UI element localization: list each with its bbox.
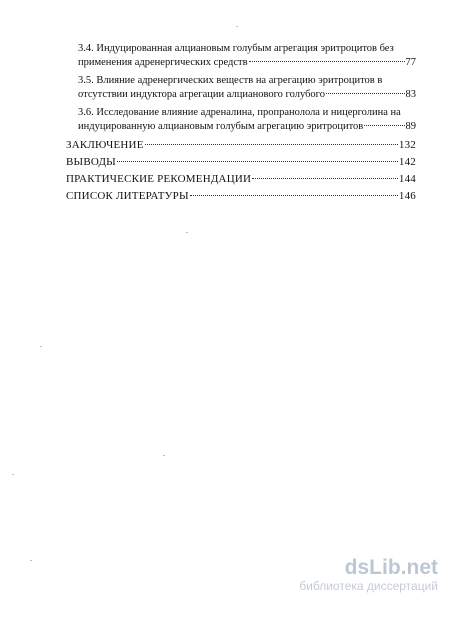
- dot-leader: [364, 125, 404, 126]
- toc-page-number: 142: [398, 156, 416, 168]
- toc-entry-3-5-line1: [66, 74, 416, 88]
- toc-entry-text: индуцированную алциановым голубым агрегацию эритроцитов: [78, 121, 364, 132]
- scan-speck: [186, 232, 188, 233]
- dot-leader: [252, 178, 398, 179]
- toc-entry-3-4-line1: [66, 42, 416, 56]
- toc-entry-recommendations: [66, 172, 416, 186]
- dot-leader: [249, 61, 405, 62]
- toc-entry-text: 3.6. Исследование влияние адреналина, пропранолола и ницерголина на: [78, 107, 401, 118]
- toc-entry-conclusion: [66, 138, 416, 152]
- toc-entry-references: [66, 189, 416, 203]
- toc-entry-text: 3.5. Влияние адренергических веществ на агрегацию эритроцитов в: [78, 75, 383, 86]
- toc-page-number: 144: [398, 173, 416, 185]
- toc-entry-text: ЗАКЛЮЧЕНИЕ: [66, 139, 144, 151]
- toc-page-number: 83: [405, 89, 416, 100]
- watermark-tagline: библиотека диссертаций: [299, 579, 438, 593]
- toc-entry-3-6-line2: [66, 120, 416, 134]
- toc-entry-text: ПРАКТИЧЕСКИЕ РЕКОМЕНДАЦИИ: [66, 173, 252, 185]
- toc-entry-3-6-line1: [66, 106, 416, 120]
- toc-entry-text: ВЫВОДЫ: [66, 156, 116, 168]
- toc-entry-text: СПИСОК ЛИТЕРАТУРЫ: [66, 190, 189, 202]
- scan-speck: [40, 346, 42, 347]
- toc-entry-3-5-line2: [66, 88, 416, 102]
- scan-speck: [30, 560, 32, 561]
- scan-speck: [12, 474, 14, 475]
- dslib-watermark: [299, 556, 438, 593]
- watermark-brand: dsLib.net: [344, 556, 438, 579]
- scan-speck: [163, 455, 165, 456]
- toc-entry-text: отсутствии индуктора агрегации алцианового голубого: [78, 89, 325, 100]
- dot-leader: [326, 93, 405, 94]
- dot-leader: [145, 144, 398, 145]
- toc-page-number: 89: [405, 121, 416, 132]
- toc-page-number: 146: [398, 190, 416, 202]
- toc-entry-3-4-line2: [66, 56, 416, 70]
- toc-entry-text: 3.4. Индуцированная алциановым голубым агрегация эритроцитов без: [78, 43, 394, 54]
- table-of-contents: [66, 42, 416, 203]
- toc-page-number: 77: [405, 57, 416, 68]
- dot-leader: [190, 195, 398, 196]
- toc-page-number: 132: [398, 139, 416, 151]
- scan-speck: [236, 26, 238, 27]
- toc-entry-text: применения адренергических средств: [78, 57, 248, 68]
- dot-leader: [117, 161, 398, 162]
- toc-entry-findings: [66, 155, 416, 169]
